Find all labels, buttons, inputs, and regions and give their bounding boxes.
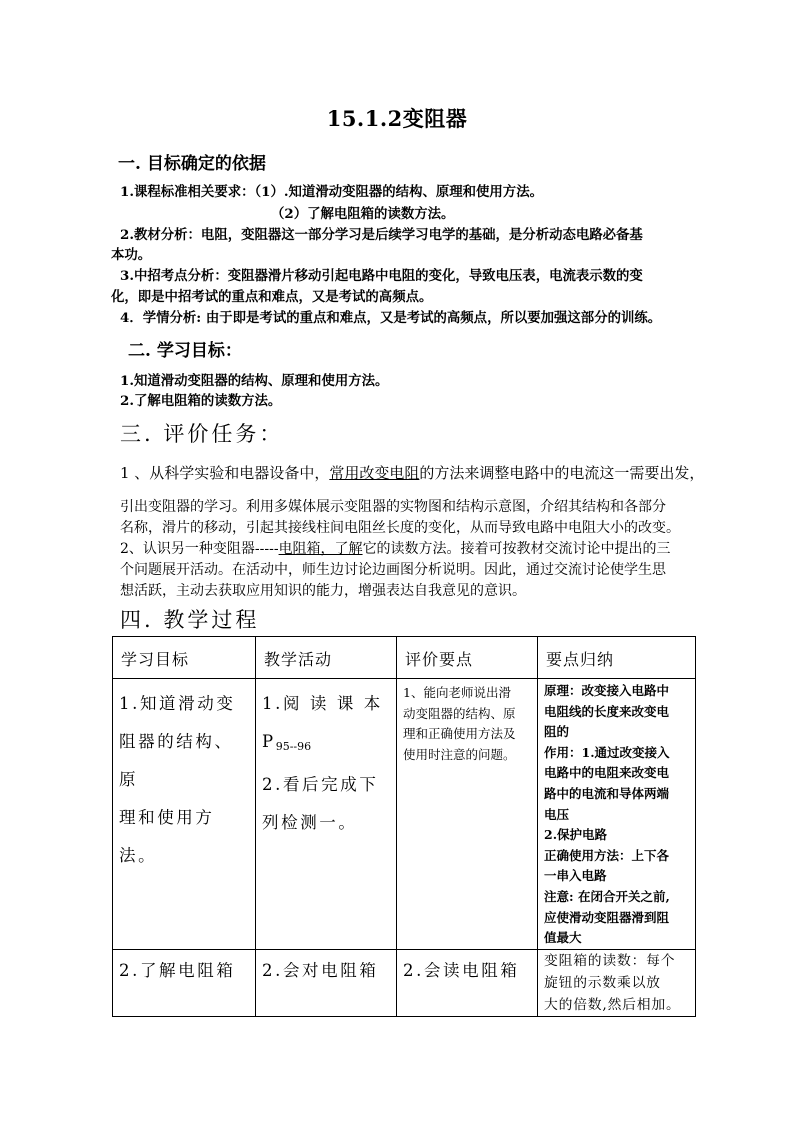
row1-summary-line: 电阻线的长度来改变电: [544, 703, 670, 719]
section3-p2: 引出变阻器的学习。利用多媒体展示变阻器的实物图和结构示意图，介绍其结构和各部分: [120, 499, 666, 515]
section3-p4: [120, 538, 671, 558]
section3-p1-pre: 1 、从科学实验和电器设备中，: [120, 464, 330, 482]
section1-p2a: 2.教材分析：电阻，变阻器这一部分学习是后续学习电学的基础，是分析动态电路必备基: [120, 227, 643, 243]
row1-goal-line: 理和使用方法。: [119, 808, 215, 865]
section3-p1-underlined: 常用改变电阻: [329, 464, 420, 482]
header-cell: 学习目标: [113, 637, 256, 679]
row2-summary-cell: [538, 949, 696, 1016]
row1-activity-line: 1.阅 读 课 本: [262, 694, 383, 713]
row1-summary-line: 电路中的电阻来改变电: [544, 765, 670, 781]
section2-item: 2.了解电阻箱的读数方法。: [120, 393, 282, 409]
row1-activity-page: [262, 723, 391, 766]
table-row: [113, 679, 696, 950]
row1-goal-line: 1.知道滑动变: [119, 694, 236, 713]
section3-p4-pre: 2、认识另一种变阻器-----: [120, 541, 279, 557]
header-cell: 教学活动: [256, 637, 397, 679]
row1-summary-cell: [538, 679, 696, 950]
table-row: [113, 949, 696, 1016]
header-cell: 评价要点: [397, 637, 538, 679]
row1-eval-line: 使用时注意的问题。: [403, 746, 516, 762]
section3-heading: 三. 评价任务：: [120, 422, 284, 446]
row1-summary-line: 路中的电流和导体两端: [544, 785, 670, 801]
row1-summary-line: 值最大: [544, 930, 582, 946]
row1-summary-line: 注意: 在闭合开关之前,: [544, 888, 670, 904]
section3-p3: 名称，滑片的移动，引起其接线柱间电阻丝长度的变化，从而导致电路中电阻大小的改变。: [120, 520, 680, 536]
section1-p2b: 本功。: [111, 247, 152, 263]
page-ref-range: 95--96: [275, 740, 312, 753]
section1-p1a: 1.课程标准相关要求：（1）.知道滑动变阻器的结构、原理和使用方法。: [120, 184, 543, 200]
table-header-row: [113, 637, 696, 679]
row1-summary-line: 作用：1.通过改变接入: [544, 744, 670, 760]
row2-activity-cell: 2.会对电阻箱: [256, 949, 397, 1016]
row1-summary-line: 应使滑动变阻器滑到阻: [544, 909, 670, 925]
section4-heading: 四. 教学过程: [120, 608, 260, 632]
row1-summary-line: 2.保护电路: [544, 827, 608, 843]
section1-p4: 4．学情分析: 由于即是考试的重点和难点，又是考试的高频点，所以要加强这部分的训练。: [120, 310, 662, 326]
section3-p6: 想活跃，主动去获取应用知识的能力，增强表达自我意见的意识。: [120, 583, 526, 599]
row1-summary-line: 正确使用方法：上下各: [544, 847, 670, 863]
row1-eval-line: 理和正确使用方法及: [403, 726, 516, 741]
section1-p1b: （2）了解电阻箱的读数方法。: [271, 206, 455, 222]
row1-eval-cell: [397, 679, 538, 950]
row1-eval-line: 1、能向老师说出滑: [403, 685, 511, 700]
header-cell: 要点归纳: [538, 637, 696, 679]
row2-eval-cell: 2.会读电阻箱: [397, 949, 538, 1016]
section3-p4-post: 它的读数方法。接着可按教材交流讨论中提出的三: [362, 541, 671, 557]
page-title: 15.1.2变阻器: [326, 106, 468, 131]
row1-summary-line: 电压: [544, 806, 570, 822]
section1-p3a: 3.中招考点分析：变阻器滑片移动引起电路中电阻的变化，导致电压表，电流表示数的变: [120, 268, 643, 284]
row1-summary-line: 一串入电路: [544, 868, 607, 884]
page-ref-prefix: P: [262, 732, 276, 751]
row1-eval-line: 动变阻器的结构、原: [403, 705, 516, 721]
row2-summary-line: 旋钮的示数乘以放: [544, 974, 661, 991]
section3-p1-post: 的方法来调整电路中的电流这一需要出发，: [419, 464, 705, 482]
row2-goal-cell: 2.了解电阻箱: [113, 949, 256, 1016]
section1-heading: 一. 目标确定的依据: [118, 154, 266, 174]
row1-activity-cell: [256, 679, 397, 950]
row1-goal-cell: [113, 679, 256, 950]
section2-heading: 二. 学习目标：: [128, 341, 242, 361]
row1-activity-line: 列检测一。: [262, 813, 358, 832]
section2-item: 1.知道滑动变阻器的结构、原理和使用方法。: [120, 373, 389, 389]
section1-p3b: 化，即是中招考试的重点和难点，又是考试的高频点。: [111, 289, 433, 305]
row1-summary-line: 阻的: [544, 724, 570, 740]
row1-activity-line: 2.看后完成下: [262, 775, 379, 794]
row2-summary-line: 大的倍数,然后相加。: [544, 996, 681, 1013]
row1-summary-line: 原理：改变接入电路中: [544, 683, 670, 698]
section3-p4-underlined: 电阻箱，了解: [278, 541, 363, 557]
section3-p5: 个问题展开活动。在活动中，师生边讨论边画图分析说明。因此，通过交流讨论使学生思: [120, 562, 666, 578]
section3-p1: [120, 462, 704, 483]
row2-summary-line: 变阻箱的读数：每个: [544, 952, 676, 969]
row1-goal-line: 阻器的结构、原: [119, 732, 234, 789]
teaching-process-table: [112, 636, 696, 1017]
